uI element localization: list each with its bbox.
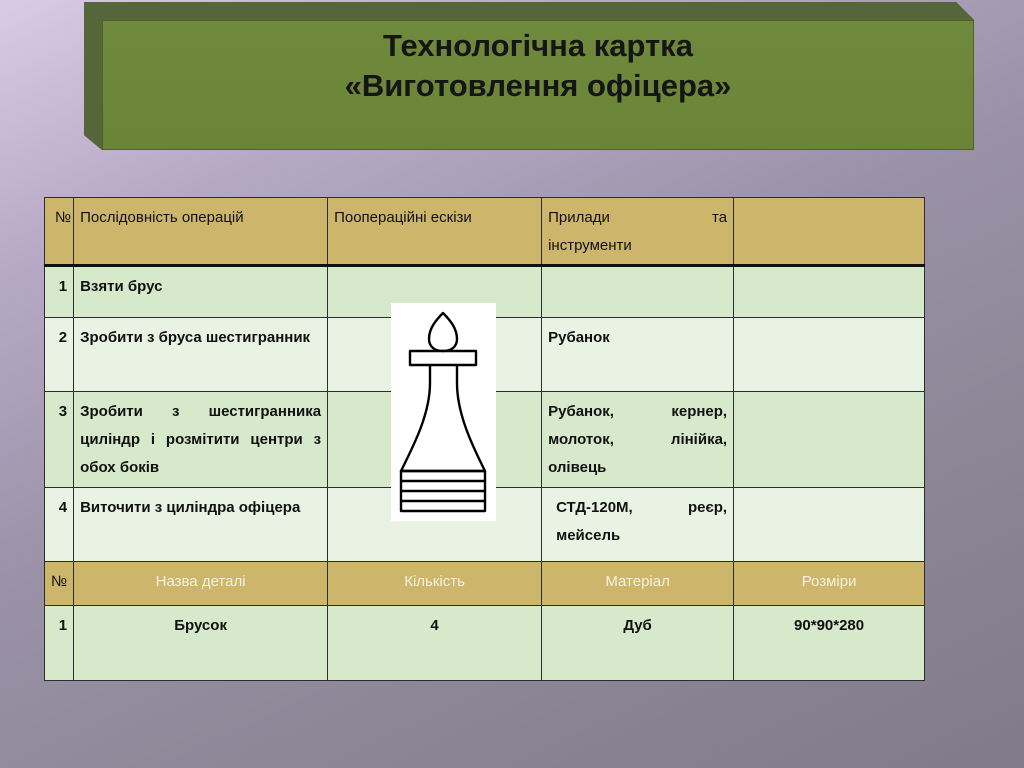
parts-header-quantity: Кількість <box>328 562 542 606</box>
extra-cell <box>734 266 925 318</box>
operation-cell: Виточити з циліндра офіцера <box>74 488 328 562</box>
extra-cell <box>734 392 925 488</box>
row-number: 3 <box>45 392 74 488</box>
page-title <box>102 26 974 106</box>
row-number: 4 <box>45 488 74 562</box>
operation-cell: Зробити з шестигранника циліндр і розмітити центри з обох боків <box>74 392 328 488</box>
row-number: 1 <box>45 266 74 318</box>
tools-cell: СТД-120М, реєр, мейсель <box>542 488 734 562</box>
tools-cell <box>542 266 734 318</box>
extra-cell <box>734 488 925 562</box>
tools-cell: Рубанок, кернер, молоток, лінійка, олівець <box>542 392 734 488</box>
table-row <box>45 606 925 681</box>
header-extra <box>734 198 925 266</box>
header-number: № <box>45 198 74 266</box>
operation-cell: Взяти брус <box>74 266 328 318</box>
operations-header-row <box>45 198 925 266</box>
header-sketches: Поопераційні ескізи <box>328 198 542 266</box>
bishop-sketch-image <box>391 303 496 521</box>
header-tools-word-3: інструменти <box>548 237 632 254</box>
part-material: Дуб <box>542 606 734 681</box>
extra-cell <box>734 318 925 392</box>
parts-header-dimensions: Розміри <box>734 562 925 606</box>
row-number: 2 <box>45 318 74 392</box>
parts-header-number: № <box>45 562 74 606</box>
header-sequence: Послідовність операцій <box>74 198 328 266</box>
part-quantity: 4 <box>328 606 542 681</box>
parts-header-material: Матеріал <box>542 562 734 606</box>
title-line-1: Технологічна картка <box>383 28 693 63</box>
parts-header-name: Назва деталі <box>74 562 328 606</box>
tools-cell: Рубанок <box>542 318 734 392</box>
header-tools <box>542 198 734 266</box>
part-dimensions: 90*90*280 <box>734 606 925 681</box>
operation-cell: Зробити з бруса шестигранник <box>74 318 328 392</box>
chess-bishop-icon <box>391 303 496 521</box>
part-name: Брусок <box>74 606 328 681</box>
header-tools-word-2: та <box>712 209 728 226</box>
title-line-2: «Виготовлення офіцера» <box>344 68 732 103</box>
part-number: 1 <box>45 606 74 681</box>
header-tools-word-1: Прилади <box>548 209 610 226</box>
parts-header-row <box>45 562 925 606</box>
